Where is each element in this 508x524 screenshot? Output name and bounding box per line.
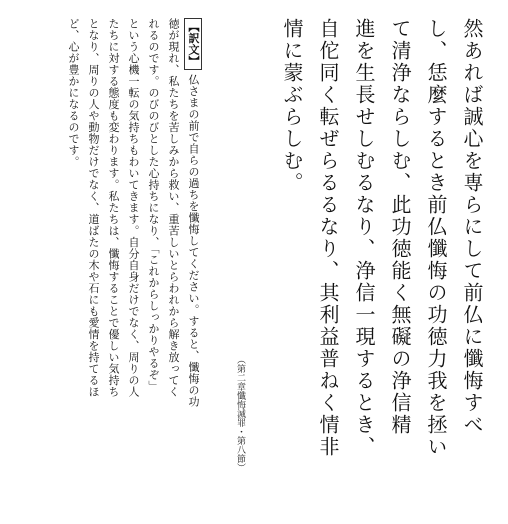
translation-block <box>18 18 203 508</box>
translation-line: となり、周りの人や動物だけでなく、道ばたの木や石にも愛情を持てるほ <box>87 18 100 398</box>
translation-line: という心機一転の気持ちもわいてきます。自分自身だけでなく、周りの人 <box>127 18 140 398</box>
translation-line: れるのです。のびのびとした心持ちになり、「これからしっかりやるぞ」 <box>147 18 160 392</box>
citation: （第二章懺悔滅罪・第八節） <box>235 355 245 472</box>
translation-line: ど、心が豊かになるのです。 <box>67 18 80 168</box>
translation-line: 徳が現れ、私たちを苦しみから救い、重苦しいとらわれから解き放ってく <box>167 18 180 398</box>
scripture-line: 然あれば誠心を専らにして前仏に懺悔すべ <box>460 18 484 436</box>
translation-line-text: 仏さまの前で自らの過ちを懺悔してください。すると、懺悔の功 <box>187 74 200 408</box>
scripture-line: 情に蒙ぶらしむ。 <box>280 18 304 194</box>
translation-label: 【訳文】 <box>184 18 202 70</box>
scripture-line: 自佗同く転ぜらるるなり、其利益普ねく情非 <box>316 18 340 458</box>
translation-line: たちに対する態度も変わります。私たちは、懺悔することで優しい気持ち <box>107 18 120 398</box>
scripture-line: て清浄ならしむ、此功徳能く無礙の浄信精 <box>388 18 412 436</box>
scripture-line: し、恁麼するとき前仏懺悔の功徳力我を拯い <box>424 18 448 458</box>
scripture-line: 進を生長せしむるなり、浄信一現するとき、 <box>352 18 376 458</box>
translation-line <box>184 18 203 508</box>
